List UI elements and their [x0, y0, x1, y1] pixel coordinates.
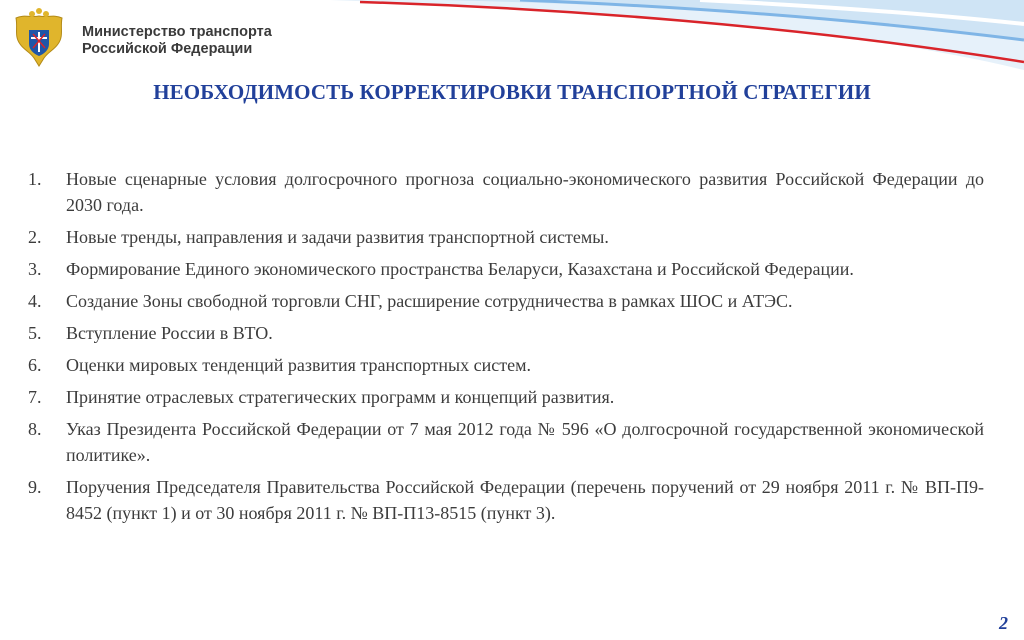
list-item	[28, 320, 984, 346]
list-item-number: 2.	[28, 227, 42, 247]
list-item	[28, 288, 984, 314]
list-item	[28, 416, 984, 468]
list-item	[28, 384, 984, 410]
list-item-text: Формирование Единого экономического пространства Беларуси, Казахстана и Российской Федерации.	[66, 259, 854, 279]
list-item-number: 9.	[28, 477, 42, 497]
ministry-name	[82, 24, 272, 58]
list-item-text: Новые тренды, направления и задачи развития транспортной системы.	[66, 227, 609, 247]
list-item-text: Вступление России в ВТО.	[66, 323, 273, 343]
list-item-number: 7.	[28, 387, 42, 407]
list-item	[28, 166, 984, 218]
slide-title: НЕОБХОДИМОСТЬ КОРРЕКТИРОВКИ ТРАНСПОРТНОЙ СТРАТЕГИИ	[153, 80, 871, 104]
list-item-text: Оценки мировых тенденций развития транспортных систем.	[66, 355, 531, 375]
page-number: 2	[999, 613, 1008, 633]
list-item-text: Принятие отраслевых стратегических программ и концепций развития.	[66, 387, 615, 407]
list-item-number: 6.	[28, 355, 42, 375]
list-item-text: Новые сценарные условия долгосрочного прогноза социально-экономического развития Российской Федерации до 2030 года.	[66, 169, 984, 215]
list-item	[28, 224, 984, 250]
reasons-list	[28, 166, 984, 532]
ministry-line-1: Министерство транспорта	[82, 24, 272, 40]
list-item-number: 1.	[28, 169, 42, 189]
coat-of-arms-logo-icon	[10, 8, 68, 70]
list-item-number: 8.	[28, 419, 42, 439]
list-item-text: Поручения Председателя Правительства Российской Федерации (перечень поручений от 29 ноября 2011 г. № ВП-П9-8452 (пункт 1) и от 30 ноября 2011 г. № ВП-П13-8515 (пункт 3).	[66, 477, 984, 523]
list-item-text: Создание Зоны свободной торговли СНГ, расширение сотрудничества в рамках ШОС и АТЭС.	[66, 291, 793, 311]
list-item-number: 4.	[28, 291, 42, 311]
list-item-text: Указ Президента Российской Федерации от 7 мая 2012 года № 596 «О долгосрочной государственной экономической политике».	[66, 419, 984, 465]
ministry-line-2: Российской Федерации	[82, 41, 253, 57]
list-item	[28, 474, 984, 526]
list-item-number: 5.	[28, 323, 42, 343]
list-item-number: 3.	[28, 259, 42, 279]
list-item	[28, 352, 984, 378]
list-item	[28, 256, 984, 282]
